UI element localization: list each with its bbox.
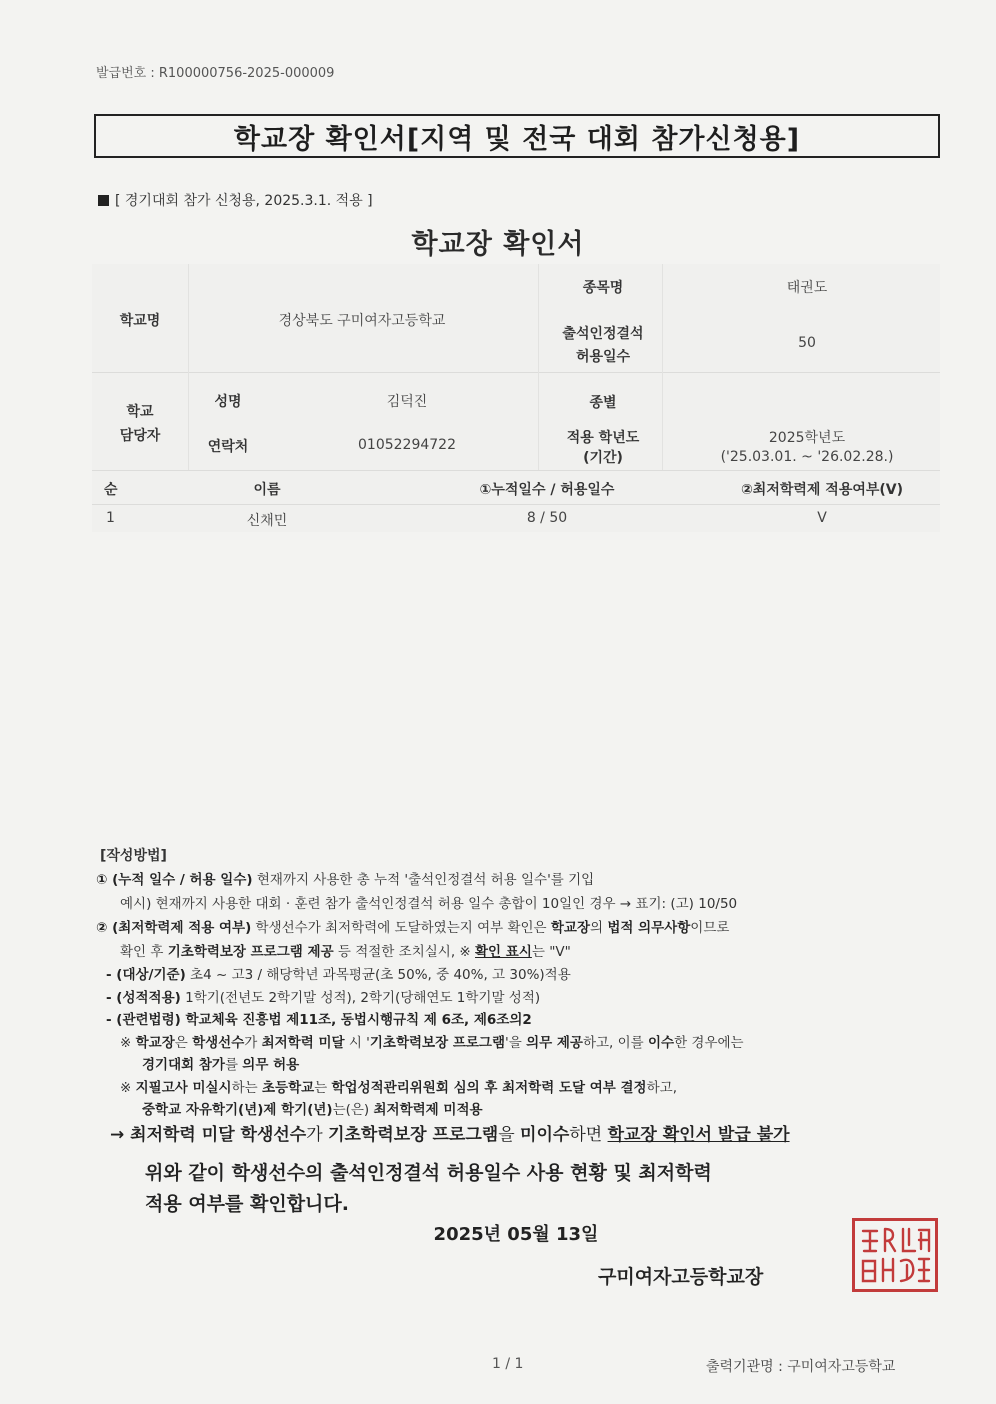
col-header-no: 순 bbox=[104, 482, 118, 498]
guide-text: 의 bbox=[589, 920, 608, 936]
name-label: 성명 bbox=[214, 394, 242, 410]
guide-line-8 bbox=[120, 1031, 744, 1051]
absence-label-1: 출석인정결석 bbox=[562, 326, 644, 342]
absence-value: 50 bbox=[798, 335, 816, 351]
guide-emphasis: 중학교 자유학기(년)제 학기(년) bbox=[142, 1102, 333, 1118]
guide-emphasis: 기초학력보장 프로그램 bbox=[328, 1125, 499, 1145]
row-no: 1 bbox=[106, 510, 115, 526]
guide-text: 은 bbox=[174, 1035, 193, 1051]
guide-emphasis: → 최저학력 미달 학생선수 bbox=[110, 1125, 307, 1145]
guide-line-10 bbox=[120, 1076, 677, 1096]
guide-text: ※ bbox=[120, 1035, 136, 1051]
guide-text: 초4 ~ 고3 / 해당학년 과목평균(초 50%, 중 40%, 고 30%)적용 bbox=[185, 967, 571, 983]
principal-title: 구미여자고등학교장 bbox=[598, 1266, 764, 1288]
guide-line-7 bbox=[106, 1008, 532, 1028]
guide-emphasis: 학업성적관리위원회 심의 후 최저학력 도달 여부 결정 bbox=[331, 1080, 647, 1096]
school-value: 경상북도 구미여자고등학교 bbox=[278, 313, 446, 329]
guide-emphasis: 미이수 bbox=[520, 1125, 570, 1145]
guide-line-2: 예시) 현재까지 사용한 대회 · 훈련 참가 출석인정결석 허용 일수 총합이 10일인 경우 → 표기: (고) 10/50 bbox=[120, 896, 738, 912]
issue-date: 2025년 05월 13일 bbox=[433, 1224, 599, 1245]
guide-emphasis: 이수 bbox=[647, 1035, 675, 1051]
year-label-1: 적용 학년도 bbox=[566, 430, 640, 446]
year-value-2: ('25.03.01. ~ '26.02.28.) bbox=[720, 449, 894, 465]
type-label: 종별 bbox=[589, 395, 617, 411]
guide-line-6 bbox=[106, 986, 540, 1006]
guide-emphasis: 초등학교 bbox=[261, 1080, 315, 1096]
guide-text: 를 bbox=[224, 1057, 243, 1073]
guide-text: '을 bbox=[505, 1035, 527, 1051]
absence-label-2: 허용일수 bbox=[575, 349, 631, 365]
guide-emphasis: 학생선수 bbox=[192, 1035, 245, 1051]
guide-text: 시 ' bbox=[344, 1035, 370, 1051]
guide-line-3 bbox=[96, 916, 729, 936]
guide-title: [작성방법] bbox=[100, 848, 167, 864]
guide-line-11 bbox=[142, 1098, 483, 1118]
guide-term: - (관련법령) bbox=[106, 1012, 181, 1028]
guide-emphasis: 학교장 bbox=[135, 1035, 175, 1051]
name-value: 김덕진 bbox=[386, 394, 428, 410]
guide-text: 현재까지 사용한 총 누적 '출석인정결석 허용 일수'를 기입 bbox=[252, 872, 595, 888]
guide-emphasis: 기초학력보장 프로그램 bbox=[369, 1035, 506, 1051]
subheading-text: [ 경기대회 참가 신청용, 2025.3.1. 적용 ] bbox=[115, 193, 373, 209]
sport-label: 종목명 bbox=[582, 280, 624, 296]
confirmation-line-1: 위와 같이 학생선수의 출석인정결석 허용일수 사용 현황 및 최저학력 bbox=[145, 1162, 712, 1184]
year-value-1: 2025학년도 bbox=[768, 430, 846, 446]
guide-emphasis: 의무 허용 bbox=[242, 1057, 300, 1073]
guide-text: 학생선수가 최저학력에 도달하였는지 여부 확인은 bbox=[251, 920, 551, 936]
square-bullet-icon bbox=[98, 195, 109, 206]
issuing-organization: 출력기관명 : 구미여자고등학교 bbox=[706, 1359, 896, 1375]
confirmation-line-2: 적용 여부를 확인합니다. bbox=[145, 1193, 349, 1215]
row-divider bbox=[92, 470, 940, 471]
guide-emphasis: 기초학력보장 프로그램 제공 bbox=[167, 944, 334, 960]
guide-emphasis: 최저학력제 미적용 bbox=[373, 1102, 483, 1118]
guide-emphasis: 경기대회 참가 bbox=[142, 1057, 225, 1073]
col-header-minimum: ②최저학력제 적용여부(V) bbox=[740, 482, 904, 498]
guide-line-5 bbox=[106, 963, 571, 983]
info-table bbox=[92, 264, 940, 532]
warning-line bbox=[110, 1120, 790, 1145]
guide-emphasis: 의무 제공 bbox=[526, 1035, 583, 1051]
col-header-name: 이름 bbox=[253, 482, 281, 498]
guide-emphasis: 학교체육 진흥법 제11조, 동법시행규칙 제 6조, 제6조의2 bbox=[180, 1012, 532, 1028]
row-minimum: V bbox=[817, 510, 827, 526]
guide-text: 는 bbox=[314, 1080, 332, 1096]
manager-label-2: 담당자 bbox=[119, 428, 161, 444]
col-header-days: ①누적일수 / 허용일수 bbox=[479, 482, 615, 498]
guide-line-9 bbox=[142, 1053, 299, 1073]
guide-text: 하고, 이를 bbox=[582, 1035, 648, 1051]
guide-text: 는 "V" bbox=[531, 944, 571, 960]
sport-value: 태권도 bbox=[786, 280, 828, 296]
guide-text: 등 적절한 조치실시, ※ bbox=[333, 944, 476, 960]
guide-text: 확인 후 bbox=[120, 944, 168, 960]
seal-pattern bbox=[855, 1221, 935, 1289]
contact-value: 01052294722 bbox=[358, 437, 456, 453]
guide-text: 하는 bbox=[231, 1080, 262, 1096]
form-title: 학교장 확인서[지역 및 전국 대회 참가신청용] bbox=[233, 123, 801, 155]
guide-text: ※ bbox=[120, 1080, 136, 1096]
year-label-2: (기간) bbox=[583, 450, 623, 466]
guide-term: ① (누적 일수 / 허용 일수) bbox=[96, 872, 253, 888]
form-title-box bbox=[94, 114, 940, 158]
document-title: 학교장 확인서 bbox=[411, 229, 585, 260]
guide-emphasis: 학교장 확인서 발급 불가 bbox=[607, 1125, 790, 1145]
guide-text: 하고, bbox=[646, 1080, 677, 1096]
guide-text: 는(은) bbox=[332, 1102, 374, 1118]
guide-term: - (성적적용) bbox=[106, 990, 181, 1006]
guide-emphasis: 법적 의무사항 bbox=[607, 920, 691, 936]
guide-text: 하면 bbox=[569, 1125, 608, 1145]
contact-label: 연락처 bbox=[207, 439, 249, 455]
guide-emphasis: 확인 표시 bbox=[475, 944, 532, 960]
guide-term: - (대상/기준) bbox=[106, 967, 186, 983]
confirmation-statement bbox=[145, 1158, 712, 1220]
guide-text: 가 bbox=[244, 1035, 262, 1051]
school-seal-icon bbox=[852, 1218, 938, 1292]
guide-line-1 bbox=[96, 868, 594, 888]
guide-emphasis: 최저학력 미달 bbox=[261, 1035, 345, 1051]
guide-term: ② (최저학력제 적용 여부) bbox=[96, 920, 252, 936]
page-number: 1 / 1 bbox=[492, 1356, 524, 1372]
row-name: 신채민 bbox=[246, 513, 288, 529]
manager-label-1: 학교 bbox=[126, 404, 154, 420]
row-divider bbox=[92, 504, 940, 505]
guide-emphasis: 학교장 bbox=[550, 920, 590, 936]
guide-emphasis: 지필고사 미실시 bbox=[135, 1080, 232, 1096]
guide-line-4 bbox=[120, 940, 571, 960]
row-divider bbox=[92, 372, 940, 373]
guide-text: 을 bbox=[498, 1125, 521, 1145]
guide-text: 한 경우에는 bbox=[674, 1035, 744, 1051]
guide-text: 가 bbox=[306, 1125, 329, 1145]
school-label: 학교명 bbox=[119, 313, 161, 329]
guide-text: 1학기(전년도 2학기말 성적), 2학기(당해연도 1학기말 성적) bbox=[180, 990, 541, 1006]
issue-number: 발급번호 : R100000756-2025-000009 bbox=[96, 66, 335, 81]
subheading bbox=[98, 190, 373, 210]
guide-text: 이므로 bbox=[690, 920, 730, 936]
row-days: 8 / 50 bbox=[526, 510, 568, 526]
